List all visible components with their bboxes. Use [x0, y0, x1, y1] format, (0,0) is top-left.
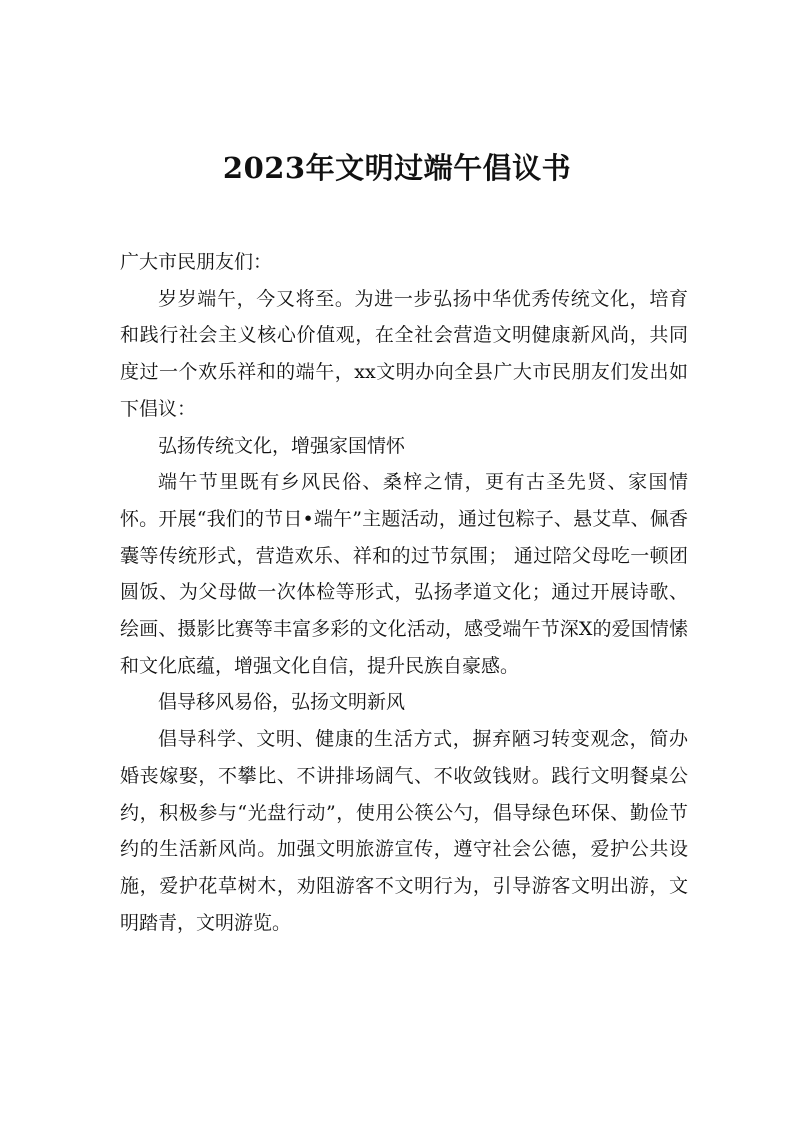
document-title: 2023年文明过端午倡议书 [222, 151, 572, 185]
salutation: 广大市民朋友们： [120, 251, 273, 273]
document-body [120, 244, 688, 941]
section-heading-culture: 弘扬传统文化，增强家国情怀 [158, 434, 406, 457]
paragraph-customs: 倡导科学、文明、健康的生活方式，摒弃陋习转变观念，简办婚丧嫁娶，不攀比、不讲排场阔气、不收敛钱财。践行文明餐桌公约，积极参与“光盘行动”，使用公筷公勺，倡导绿色环保、勤俭节约的生活新风尚。加强文明旅游宣传，遵守社会公德，爱护公共设施，爱护花草树木，劝阻游客不文明行为，引导游客文明出游，文明踏青，文明游览。 [120, 728, 688, 934]
paragraph-culture: 端午节里既有乡风民俗、桑梓之情，更有古圣先贤、家国情怀。开展“我们的节日•端午”主题活动，通过包粽子、悬艾草、佩香囊等传统形式，营造欢乐、祥和的过节氛围； 通过陪父母吃一顿团圆饭、为父母做一次体检等形式，弘扬孝道文化；通过开展诗歌、绘画、摄影比赛等丰富多彩的文化活动，感受端午节深X的爱国情愫和文化底蕴，增强文化自信，提升民族自豪感。 [120, 471, 688, 677]
paragraph-intro: 岁岁端午，今又将至。为进一步弘扬中华优秀传统文化，培育和践行社会主义核心价值观，在全社会营造文明健康新风尚，共同度过一个欢乐祥和的端午，xx文明办向全县广大市民朋友们发出如下倡议： [120, 287, 688, 420]
section-heading-customs: 倡导移风易俗，弘扬文明新风 [158, 691, 406, 714]
